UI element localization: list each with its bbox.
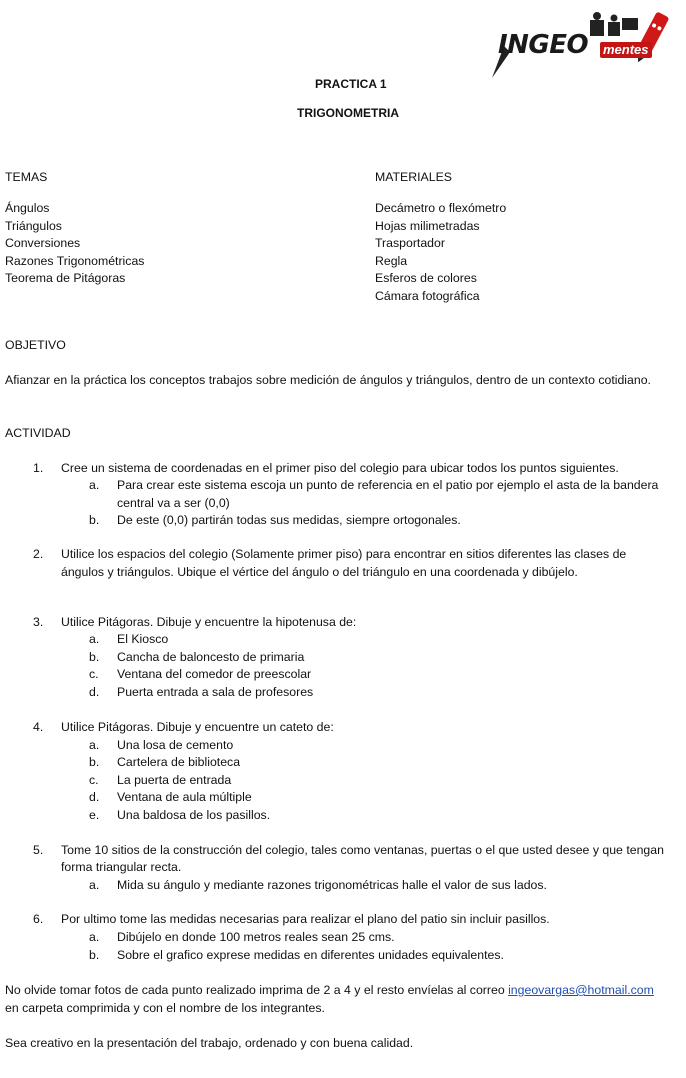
sub-text: Dibújelo en donde 100 metros reales sean 25 cms. bbox=[117, 930, 395, 944]
logo-brand-text: INGEO bbox=[498, 30, 589, 60]
materiales-heading: MATERIALES bbox=[375, 170, 452, 184]
sub-letter: a. bbox=[89, 478, 100, 492]
sub-text: La puerta de entrada bbox=[117, 773, 232, 787]
activity-text: Utilice los espacios del colegio (Solamente primer piso) para encontrar en sitios diferentes las clases de bbox=[61, 547, 627, 561]
sub-letter: c. bbox=[89, 667, 99, 681]
material-item: Cámara fotográfica bbox=[375, 289, 480, 303]
sub-text: Sobre el grafico exprese medidas en diferentes unidades equivalentes. bbox=[117, 948, 504, 962]
closing-note: Sea creativo en la presentación del trabajo, ordenado y con buena calidad. bbox=[5, 1036, 414, 1050]
sub-text: De este (0,0) partirán todas sus medidas, siempre ortogonales. bbox=[117, 513, 461, 527]
activity-text: Por ultimo tome las medidas necesarias para realizar el plano del patio sin incluir pasillos. bbox=[61, 912, 550, 926]
tema-item: Conversiones bbox=[5, 236, 81, 250]
sub-letter: b. bbox=[89, 755, 100, 769]
sub-text: Una losa de cemento bbox=[117, 738, 234, 752]
objetivo-text: Afianzar en la práctica los conceptos trabajos sobre medición de ángulos y triángulos, dentro de un contexto cotidiano. bbox=[5, 373, 651, 387]
activity-number: 4. bbox=[33, 720, 44, 734]
activity-number: 6. bbox=[33, 912, 44, 926]
sub-letter: a. bbox=[89, 930, 100, 944]
sub-text: El Kiosco bbox=[117, 632, 169, 646]
actividad-heading: ACTIVIDAD bbox=[5, 426, 71, 440]
sub-text: central va a ser (0,0) bbox=[117, 496, 230, 510]
sub-text: Cartelera de biblioteca bbox=[117, 755, 241, 769]
activity-text: Tome 10 sitios de la construcción del colegio, tales como ventanas, puertas o el que usted desee y que tengan bbox=[61, 843, 664, 857]
sub-text: Ventana de aula múltiple bbox=[117, 790, 252, 804]
activity-number: 1. bbox=[33, 461, 44, 475]
sub-letter: e. bbox=[89, 808, 100, 822]
material-item: Regla bbox=[375, 254, 408, 268]
activity-text: Utilice Pitágoras. Dibuje y encuentre la hipotenusa de: bbox=[61, 615, 357, 629]
sub-letter: a. bbox=[89, 738, 100, 752]
temas-heading: TEMAS bbox=[5, 170, 48, 184]
logo-sub-text: mentes bbox=[600, 42, 652, 58]
sub-text: Cancha de baloncesto de primaria bbox=[117, 650, 305, 664]
activity-text: forma triangular recta. bbox=[61, 860, 182, 874]
ingeomentes-logo bbox=[484, 8, 674, 80]
footer-line2: en carpeta comprimida y con el nombre de los integrantes. bbox=[5, 1001, 325, 1015]
sub-text: Puerta entrada a sala de profesores bbox=[117, 685, 314, 699]
tema-item: Ángulos bbox=[5, 201, 50, 215]
activity-number: 2. bbox=[33, 547, 44, 561]
material-item: Trasportador bbox=[375, 236, 445, 250]
sub-letter: a. bbox=[89, 878, 100, 892]
sub-letter: b. bbox=[89, 513, 100, 527]
email-link[interactable]: ingeovargas@hotmail.com bbox=[508, 983, 654, 997]
sub-letter: d. bbox=[89, 790, 100, 804]
activity-number: 5. bbox=[33, 843, 44, 857]
sub-letter: b. bbox=[89, 948, 100, 962]
sub-text: Ventana del comedor de preescolar bbox=[117, 667, 312, 681]
sub-text: Para crear este sistema escoja un punto de referencia en el patio por ejemplo el asta de la bandera bbox=[117, 478, 659, 492]
tema-item: Teorema de Pitágoras bbox=[5, 271, 126, 285]
sub-text: Mida su ángulo y mediante razones trigonométricas halle el valor de sus lados. bbox=[117, 878, 547, 892]
tema-item: Razones Trigonométricas bbox=[5, 254, 145, 268]
objetivo-heading: OBJETIVO bbox=[5, 338, 66, 352]
sub-letter: d. bbox=[89, 685, 100, 699]
footer-line1: No olvide tomar fotos de cada punto realizado imprima de 2 a 4 y el resto envíelas al correo bbox=[5, 983, 509, 997]
activity-text: ángulos y triángulos. Ubique el vértice del ángulo o del triángulo en una coordenada y dibújelo. bbox=[61, 565, 578, 579]
page-subtitle: TRIGONOMETRIA bbox=[297, 106, 399, 120]
page-title: PRACTICA 1 bbox=[315, 77, 387, 91]
material-item: Decámetro o flexómetro bbox=[375, 201, 507, 215]
material-item: Hojas milimetradas bbox=[375, 219, 480, 233]
sub-text: Una baldosa de los pasillos. bbox=[117, 808, 271, 822]
sub-letter: c. bbox=[89, 773, 99, 787]
sub-letter: b. bbox=[89, 650, 100, 664]
footer-note bbox=[5, 983, 654, 997]
activity-number: 3. bbox=[33, 615, 44, 629]
activity-text: Cree un sistema de coordenadas en el primer piso del colegio para ubicar todos los puntos siguientes. bbox=[61, 461, 619, 475]
material-item: Esferos de colores bbox=[375, 271, 477, 285]
tema-item: Triángulos bbox=[5, 219, 62, 233]
activity-text: Utilice Pitágoras. Dibuje y encuentre un cateto de: bbox=[61, 720, 334, 734]
sub-letter: a. bbox=[89, 632, 100, 646]
